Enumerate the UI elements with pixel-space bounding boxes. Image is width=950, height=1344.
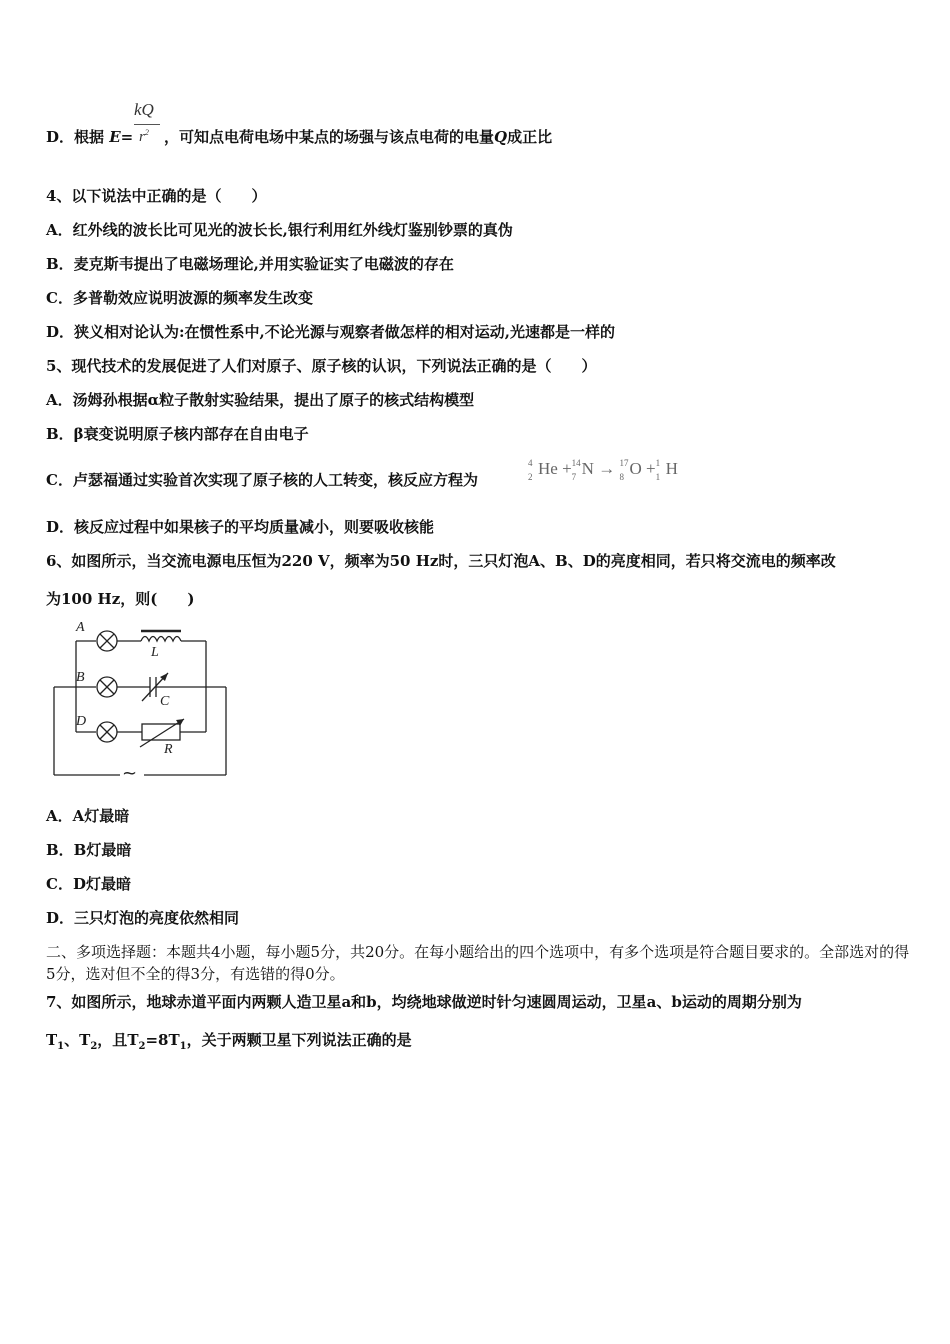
- label-d: D: [76, 714, 87, 729]
- ac-source-icon: ~: [122, 763, 138, 780]
- q3-option-d-prefix: D．根据: [46, 128, 110, 146]
- q3-formula-lhs: E=: [109, 128, 134, 146]
- q6-option-a: A．A灯最暗: [46, 807, 130, 825]
- q6-option-c: C．D灯最暗: [46, 875, 131, 893]
- label-a: A: [76, 620, 85, 635]
- q5-option-b: B．β衰变说明原子核内部存在自由电子: [46, 425, 309, 443]
- q3-fraction-bar: [134, 124, 160, 125]
- q4-option-d: D．狭义相对论认为:在惯性系中,不论光源与观察者做怎样的相对运动,光速都是一样的: [46, 323, 615, 341]
- label-r: R: [164, 742, 173, 757]
- q4-option-a: A．红外线的波长比可见光的波长长,银行利用红外线灯鉴别钞票的真伪: [46, 221, 513, 239]
- q7-stem-line2: $T_1$、$T_2$，且$T_2=8T_1$，关于两颗卫星下列说法正确的是: [46, 1031, 412, 1052]
- circuit-diagram: [46, 615, 236, 780]
- q5-option-c: C．卢瑟福通过实验首次实现了原子核的人工转变，核反应方程为: [46, 471, 478, 489]
- q7-stem-line1: 7、如图所示，地球赤道平面内两颗人造卫星a和b，均绕地球做逆时针匀速圆周运动，卫星a、b运动的周期分别为: [46, 993, 802, 1011]
- q4-option-b: B．麦克斯韦提出了电磁场理论,并用实验证实了电磁波的存在: [46, 255, 454, 273]
- q5-option-d: D．核反应过程中如果核子的平均质量减小，则要吸收核能: [46, 518, 435, 536]
- q6-option-d: D．三只灯泡的亮度依然相同: [46, 909, 240, 927]
- q4-option-c: C．多普勒效应说明波源的频率发生改变: [46, 289, 313, 307]
- q4-stem: 4、以下说法中正确的是（ ）: [46, 187, 267, 205]
- q6-stem-line2: 为100 Hz，则( ): [46, 590, 195, 608]
- label-l: L: [151, 645, 159, 660]
- q3-fraction-denominator: $r^2$: [139, 128, 149, 145]
- section2-instructions: 二、多项选择题：本题共4小题，每小题5分，共20分。在每小题给出的四个选项中，有多个选项是符合题目要求的。全部选对的得5分，选对但不全的得3分，有选错的得0分。: [46, 943, 910, 983]
- label-c: C: [160, 694, 170, 709]
- q6-option-b: B．B灯最暗: [46, 841, 132, 859]
- q3-fraction-numerator: kQ: [134, 100, 154, 119]
- q3-var-q: Q: [494, 128, 508, 146]
- q6-stem-line1: 6、如图所示，当交流电源电压恒为220 V，频率为50 Hz时，三只灯泡A、B、D的亮度相同，若只将交流电的频率改: [46, 552, 836, 570]
- nuclear-equation: 4 2 He + 14 7 N → 17 8 O + 1 1 H: [528, 458, 678, 483]
- q5-option-a: A．汤姆孙根据α粒子散射实验结果，提出了原子的核式结构模型: [46, 391, 475, 409]
- label-b: B: [76, 670, 85, 685]
- q3-option-d-suffix: ，可知点电荷电场中某点的场强与该点电荷的电量Q成正比: [164, 128, 553, 146]
- q5-stem: 5、现代技术的发展促进了人们对原子、原子核的认识，下列说法正确的是（ ）: [46, 357, 597, 375]
- q3-option-d: [46, 127, 133, 147]
